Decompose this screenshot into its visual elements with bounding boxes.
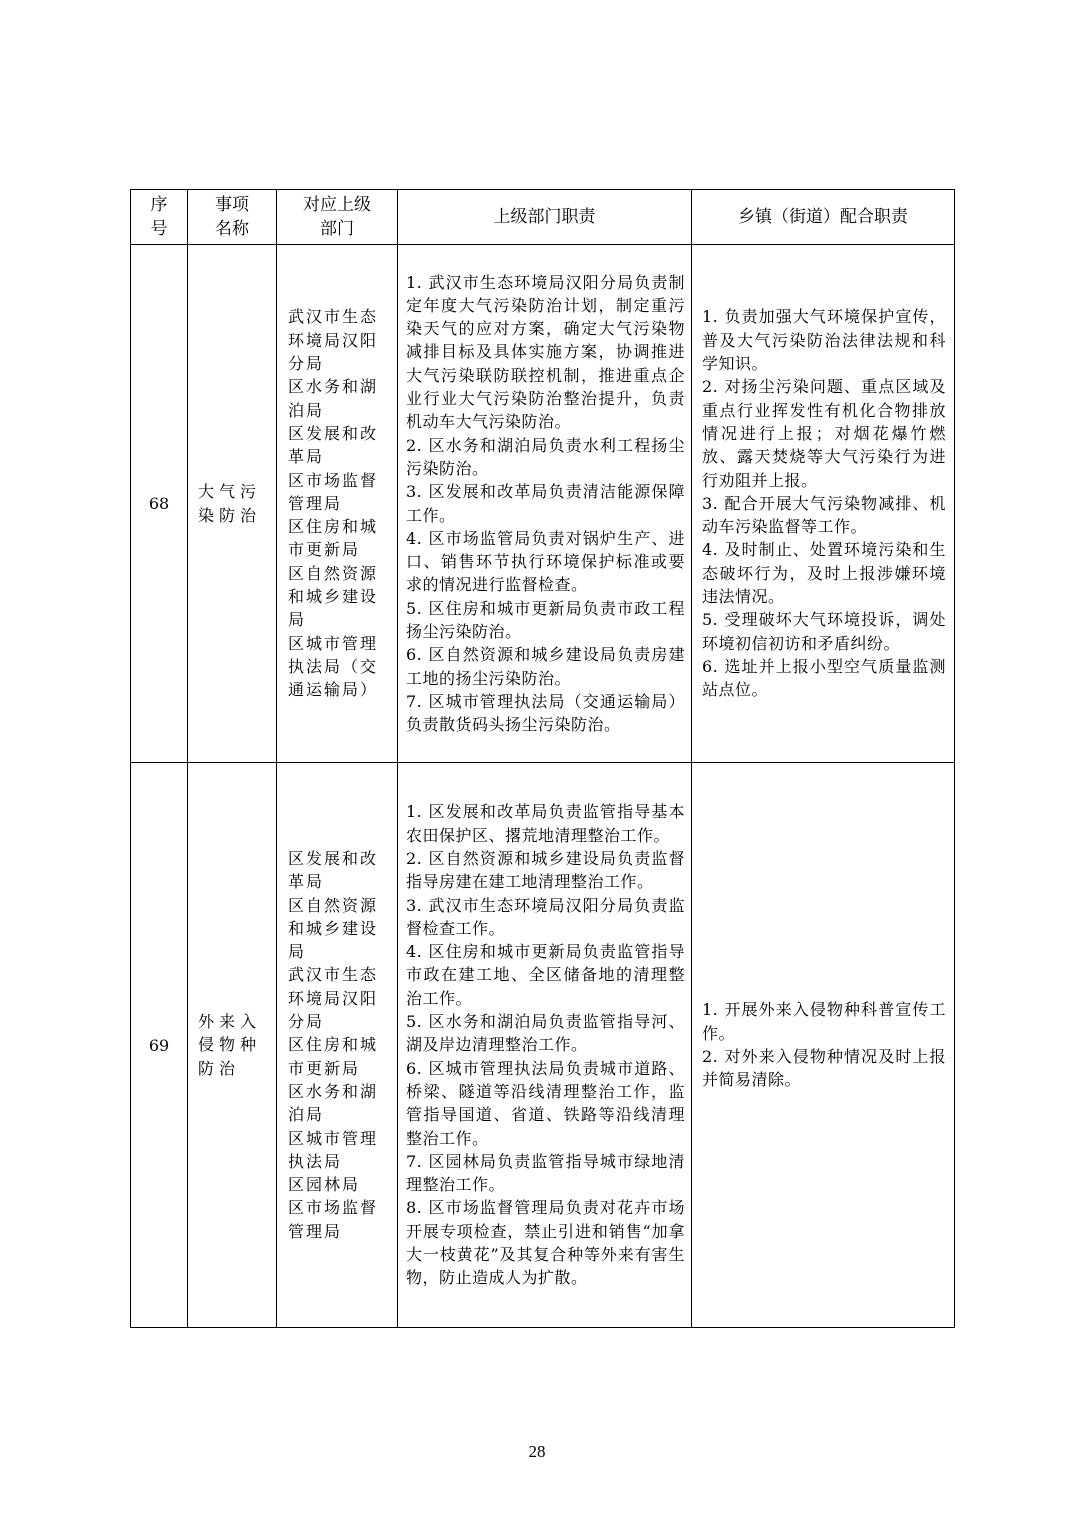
row-superior-duties: 1. 区发展和改革局负责监管指导基本农田保护区、撂荒地清理整治工作。 2. 区自然资源和城乡建设局负责监督指导房建在建工地清理整治工作。 3. 武汉市生态环境局汉阳分局负责监督检查工作。 4. 区住房和城市更新局负责监管指导市政在建工地、全区储备地的清理整治工作。 5. 区水务和湖泊局负责监管指导河、湖及岸边清理整治工作。 6. 区城市管理执法局负责城市道路、桥梁、隧道等沿线清理整治工作，监管指导国道、省道、铁路等沿线清理整治工作。 7. 区园林局负责监管指导城市绿地清理整治工作。 8. 区市场监督管理局负责对花卉市场开展专项检查，禁止引进和销售“加拿大一枝黄花”及其复合种等外来有害生物，防止造成人为扩散。 (398, 763, 692, 1328)
header-seq: 序 号 (131, 190, 188, 245)
duty-table (130, 189, 955, 1328)
row-town-duties: 1. 负责加强大气环境保护宣传，普及大气污染防治法律法规和科学知识。 2. 对扬尘污染问题、重点区域及重点行业挥发性有机化合物排放情况进行上报；对烟花爆竹燃放、露天焚烧等大气污染行为进行劝阻并上报。 3. 配合开展大气污染物减排、机动车污染监督等工作。 4. 及时制止、处置环境污染和生态破坏行为，及时上报涉嫌环境违法情况。 5. 受理破坏大气环境投诉，调处环境初信初访和矛盾纠纷。 6. 选址并上报小型空气质量监测站点位。 (692, 245, 955, 763)
row-item-name: 外来入 侵物种 防治 (188, 763, 277, 1328)
row-seq: 69 (131, 763, 188, 1328)
row-superior-duties: 1. 武汉市生态环境局汉阳分局负责制定年度大气污染防治计划，制定重污染天气的应对方案，确定大气污染物减排目标及具体实施方案，协调推进大气污染联防联控机制，推进重点企业行业大气污染防治整治提升，负责机动车大气污染防治。 2. 区水务和湖泊局负责水利工程扬尘污染防治。 3. 区发展和改革局负责清洁能源保障工作。 4. 区市场监管局负责对锅炉生产、进口、销售环节执行环境保护标准或要求的情况进行监督检查。 5. 区住房和城市更新局负责市政工程扬尘污染防治。 6. 区自然资源和城乡建设局负责房建工地的扬尘污染防治。 7. 区城市管理执法局（交通运输局）负责散货码头扬尘污染防治。 (398, 245, 692, 763)
row-seq: 68 (131, 245, 188, 763)
header-item-name: 事项 名称 (188, 190, 277, 245)
table-row (131, 763, 955, 1328)
header-town-duties: 乡镇（街道）配合职责 (692, 190, 955, 245)
header-department: 对应上级 部门 (277, 190, 398, 245)
row-departments: 区发展和改 革局 区自然资源 和城乡建设 局 武汉市生态 环境局汉阳 分局 区住房和城 市更新局 区水务和湖 泊局 区城市管理 执法局 区园林局 区市场监督 管理局 (277, 763, 398, 1328)
table-header-row (131, 190, 955, 245)
row-town-duties: 1. 开展外来入侵物种科普宣传工作。 2. 对外来入侵物种情况及时上报并简易清除。 (692, 763, 955, 1328)
row-item-name: 大气污 染防治 (188, 245, 277, 763)
page-number: 28 (528, 1442, 546, 1461)
table-row (131, 245, 955, 763)
row-departments: 武汉市生态 环境局汉阳 分局 区水务和湖 泊局 区发展和改 革局 区市场监督 管理局 区住房和城 市更新局 区自然资源 和城乡建设 局 区城市管理 执法局（交 通运输局） (277, 245, 398, 763)
header-superior-duties: 上级部门职责 (398, 190, 692, 245)
